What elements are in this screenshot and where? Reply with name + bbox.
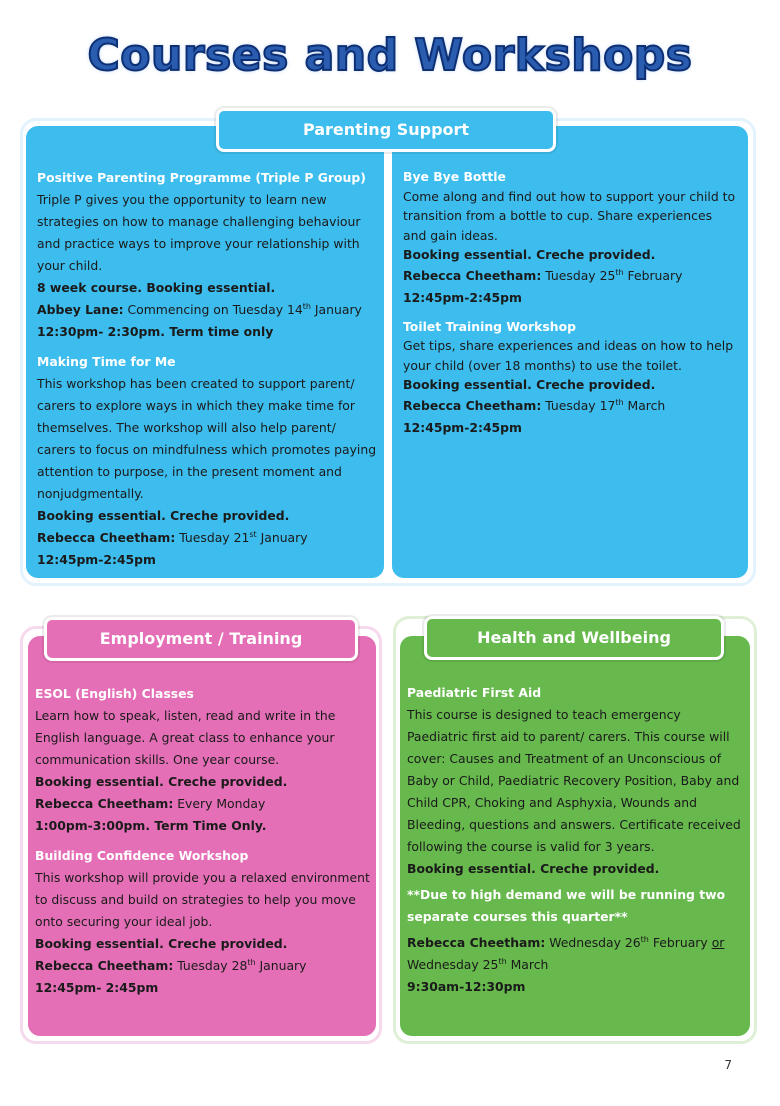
employment-column xyxy=(35,683,371,999)
course-time: 12:45pm- 2:45pm xyxy=(35,980,159,995)
course-title: Building Confidence Workshop xyxy=(35,848,249,863)
parenting-header xyxy=(216,108,556,152)
course-time: 12:30pm- 2:30pm. Term time only xyxy=(37,324,274,339)
course-time: 12:45pm-2:45pm xyxy=(37,552,156,567)
health-column xyxy=(407,682,743,998)
course-title: ESOL (English) Classes xyxy=(35,686,194,701)
course-note: Booking essential. Creche provided. xyxy=(403,377,656,392)
course-time: 12:45pm-2:45pm xyxy=(403,419,522,435)
course-time: 1:00pm-3:00pm. Term Time Only. xyxy=(35,818,267,833)
course-description: Triple P gives you the opportunity to learn new strategies on how to manage challenging behaviour and practice ways to improve your relationship with your child. xyxy=(37,192,361,273)
employment-header xyxy=(44,617,358,661)
course-title: Paediatric First Aid xyxy=(407,685,542,700)
course-note: 8 week course. Booking essential. xyxy=(37,280,276,295)
course-title: Positive Parenting Programme (Triple P Group) xyxy=(37,170,366,185)
health-header xyxy=(424,616,724,660)
parenting-right-column xyxy=(403,167,739,439)
course-schedule: Rebecca Cheetham: Every Monday xyxy=(35,796,266,811)
course-note: Booking essential. Creche provided. xyxy=(37,508,290,523)
course-schedule: Rebecca Cheetham: Tuesday 25th February xyxy=(403,267,683,283)
course-time: 12:45pm-2:45pm xyxy=(403,289,522,305)
course-title: Toilet Training Workshop xyxy=(403,318,577,334)
course-note: Booking essential. Creche provided. xyxy=(403,247,656,262)
course-schedule: Abbey Lane: Commencing on Tuesday 14th January xyxy=(37,301,362,317)
page-number: 7 xyxy=(724,1058,732,1072)
course-title: Making Time for Me xyxy=(37,354,176,369)
course-schedule-alt: Wednesday 25th March xyxy=(407,956,549,972)
parenting-header-label: Parenting Support xyxy=(302,120,470,139)
course-schedule: Rebecca Cheetham: Wednesday 26th February or xyxy=(407,934,725,950)
demand-notice: **Due to high demand we will be running two separate courses this quarter** xyxy=(407,887,726,924)
course-time: 9:30am-12:30pm xyxy=(407,979,526,994)
course-note: Booking essential. Creche provided. xyxy=(407,861,660,876)
health-header-label: Health and Wellbeing xyxy=(477,628,671,647)
course-title: Bye Bye Bottle xyxy=(403,169,506,184)
course-description: This workshop has been created to support parent/ carers to explore ways in which they make time for themselves. The workshop will also help parent/ carers to focus on mindfulness which promotes paying attention to purpose, in the present moment and nonjudgmentally. xyxy=(37,376,377,501)
course-description: This course is designed to teach emergency Paediatric first aid to parent/ carers. This course will cover: Causes and Treatment of an Unconscious of Baby or Child, Paediatric Recovery Position, Baby and Child CPR, Choking and Asphyxia, Wounds and Bleeding, questions and answers. Certificate received following the course is valid for 3 years. xyxy=(407,707,741,854)
employment-header-label: Employment / Training xyxy=(99,629,303,648)
course-note: Booking essential. Creche provided. xyxy=(35,936,288,951)
parenting-left-column xyxy=(37,167,377,571)
course-description: Learn how to speak, listen, read and write in the English language. A great class to enhance your communication skills. One year course. xyxy=(35,708,336,767)
course-schedule: Rebecca Cheetham: Tuesday 28th January xyxy=(35,957,307,973)
course-description: This workshop will provide you a relaxed environment to discuss and build on strategies to help you move onto securing your ideal job. xyxy=(35,870,370,929)
course-note: Booking essential. Creche provided. xyxy=(35,774,288,789)
page-title: Courses and Workshops xyxy=(87,30,693,81)
course-schedule: Rebecca Cheetham: Tuesday 17th March xyxy=(403,397,666,413)
course-description: Come along and find out how to support your child to transition from a bottle to cup. Share experiences and gain ideas. xyxy=(403,188,736,243)
course-description: Get tips, share experiences and ideas on how to help your child (over 18 months) to use the toilet. xyxy=(403,338,734,373)
course-schedule: Rebecca Cheetham: Tuesday 21st January xyxy=(37,529,308,545)
